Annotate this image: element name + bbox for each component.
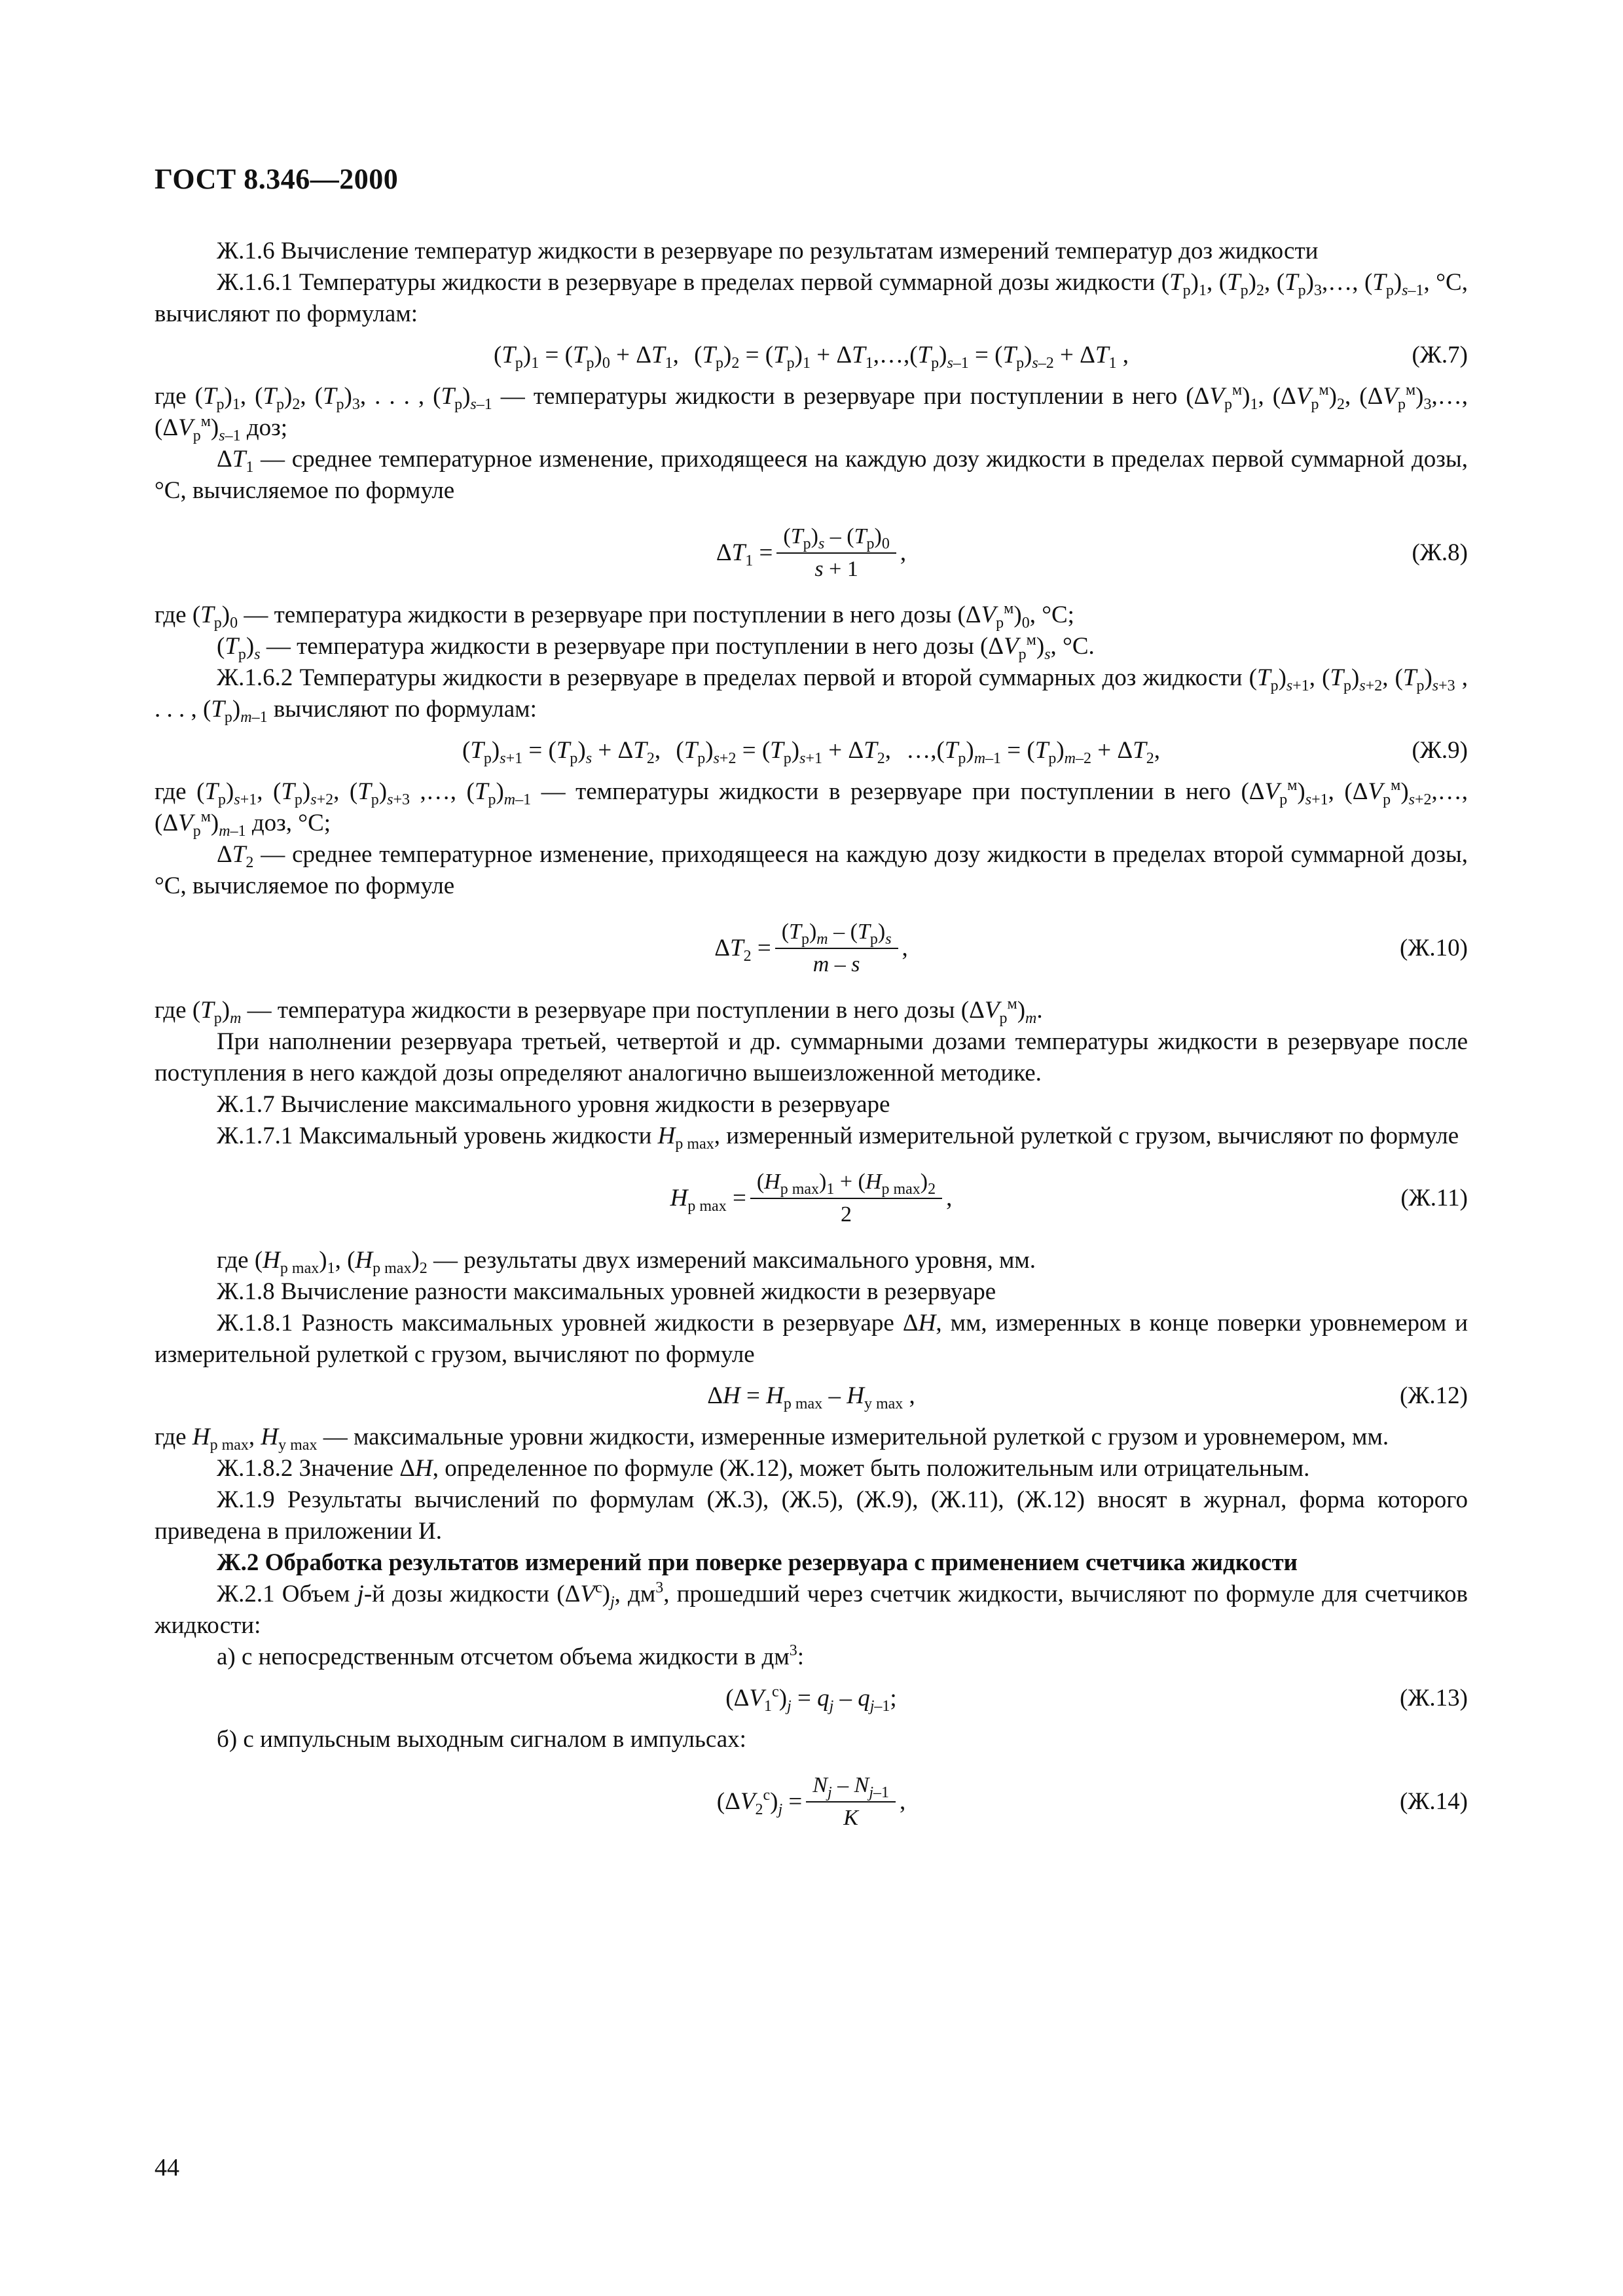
paragraph-where-hpmax: где $(H_{р max})_1$, $(H_{р max})_2$ — результаты двух измерений максимального уровня, мм. bbox=[217, 1247, 1036, 1277]
page-body bbox=[155, 236, 1468, 1848]
equation-zh-9: $(T_р)_{s+1} = (T_р)_s + \Delta T_2$, $(T_р)_{s+2} = (T_р)_{s+1} + \Delta T_2$, $\dots,(T_р)_{m-1} = (T_р)_{m-2} + \Delta T_2$, (Ж.9) bbox=[155, 729, 1468, 772]
paragraph-zh-1-9: Ж.1.9 Результаты вычислений по формулам (Ж.3), (Ж.5), (Ж.9), (Ж.11), (Ж.12) вносят в журнал, форма которого приведена в приложении И. bbox=[155, 1486, 1468, 1545]
paragraph-zh-1-7-1: Ж.1.7.1 Максимальный уровень жидкости $H_{р max}$, измеренный измерительной рулеткой с грузом, вычисляют по формуле bbox=[217, 1122, 1459, 1153]
paragraph-further-doses: При наполнении резервуара третьей, четвертой и др. суммарными дозами температуры жидкости в резервуаре после поступления в него каждой дозы определяют аналогично вышеизложенной методике. bbox=[155, 1028, 1468, 1086]
section-heading-zh-1-6: Ж.1.6 Вычисление температур жидкости в резервуаре по результатам измерений температур доз жидкости bbox=[217, 238, 1319, 264]
paragraph-where-tp0: где $(T_р)_0$ — температура жидкости в резервуаре при поступлении в него дозы $(\Delta V_р^м)_0$, °С; bbox=[155, 600, 1074, 632]
equation-zh-11: $H_{р max}$ = $\frac{(H_{р max})_1 + (H_{р max})_2}{2}$ , (Ж.11) bbox=[670, 1170, 1468, 1227]
paragraph-where-zh-7: где $(T_р)_1$, $(T_р)_2$, $(T_р)_3$, . . . , $(T_р)_{s-1}$ — температуры жидкости в резервуаре при поступлении в него $(\Delta V_р^м)_1$, $(\Delta V_р^м)_2$, $(\Delta V_р^м)_3,\dots,(\Delta V_р^м)_{s-1}$ доз; bbox=[155, 382, 1468, 444]
equation-number: (Ж.14) bbox=[1399, 1788, 1468, 1815]
list-item-b: б) с импульсным выходным сигналом в импульсах: bbox=[217, 1726, 746, 1753]
equation-number: (Ж.9) bbox=[1412, 737, 1468, 764]
section-heading-zh-1-8: Ж.1.8 Вычисление разности максимальных уровней жидкости в резервуаре bbox=[217, 1278, 996, 1305]
equation-number: (Ж.11) bbox=[1400, 1185, 1468, 1211]
paragraph-where-zh-12: где $H_{р max}$, $H_{у max}$ — максимальные уровни жидкости, измеренные измерительной рулеткой с грузом и уровнемером, мм. bbox=[155, 1424, 1389, 1454]
paragraph-tps: $(T_р)_s$ — температура жидкости в резервуаре при поступлении в него дозы $(\Delta V_р^м)_s$, °С. bbox=[217, 632, 1095, 663]
equation-zh-12: $\Delta H = H_{р max} - H_{у max}$ , (Ж.12) bbox=[155, 1374, 1468, 1418]
equation-zh-13: $(\Delta V_1^с)_j = q_j - q_{j-1}$; (Ж.13) bbox=[725, 1683, 1468, 1715]
equation-number: (Ж.10) bbox=[1399, 935, 1468, 961]
section-heading-zh-1-7: Ж.1.7 Вычисление максимального уровня жидкости в резервуаре bbox=[217, 1091, 890, 1118]
document-code-header: ГОСТ 8.346—2000 bbox=[155, 163, 399, 195]
equation-zh-14: $(\Delta V_2^с)_j$ = $\frac{N_j - N_{j-1}}{K}$ , (Ж.14) bbox=[716, 1773, 1468, 1830]
paragraph-delta-t1: $\Delta T_1$ — среднее температурное изменение, приходящееся на каждую дозу жидкости в пределах первой суммарной дозы, °С, вычисляемое по формуле bbox=[155, 446, 1468, 504]
equation-number: (Ж.7) bbox=[1412, 342, 1468, 368]
section-heading-zh-2: Ж.2 Обработка результатов измерений при поверке резервуара с применением счетчика жидкости bbox=[217, 1549, 1298, 1576]
equation-zh-7: $(T_р)_1 = (T_р)_0 + \Delta T_1$, $(T_р)_2 = (T_р)_1$ + $\Delta T_1,\dots,(T_р)_{s-1} = (T_р)_{s-2} + \Delta T_1$ , (Ж.7) bbox=[155, 334, 1468, 377]
paragraph-zh-1-6-2: Ж.1.6.2 Температуры жидкости в резервуаре в пределах первой и второй суммарных доз жидкости $(T_р)_{s+1}$, $(T_р)_{s+2}$, $(T_р)_{s+3}$ , . . . , $(T_р)_{m-1}$ вычисляют по формулам: bbox=[155, 664, 1468, 726]
paragraph-delta-t2: $\Delta T_2$ — среднее температурное изменение, приходящееся на каждую дозу жидкости в пределах второй суммарной дозы, °С, вычисляемое по формуле bbox=[155, 841, 1468, 899]
paragraph-where-tpm: где $(T_р)_m$ — температура жидкости в резервуаре при поступлении в него дозы $(\Delta V_р^м)_m$. bbox=[155, 996, 1043, 1027]
list-item-a: а) с непосредственным отсчетом объема жидкости в $дм^3$: bbox=[217, 1642, 805, 1670]
paragraph-zh-1-6-1: Ж.1.6.1 Температуры жидкости в резервуаре в пределах первой суммарной дозы жидкости $(T_р)_1$, $(T_р)_2$, $(T_р)_3,\dots$, $(T_р)_{s-1}$, °С, вычисляют по формулам: bbox=[155, 269, 1468, 327]
equation-zh-8: $\Delta T_1$ = $\frac{(T_р)_s - (T_р)_0}{s + 1}$ , (Ж.8) bbox=[716, 524, 1468, 581]
paragraph-zh-1-8-1: Ж.1.8.1 Разность максимальных уровней жидкости в резервуаре ΔH, мм, измеренных в конце поверки уровнемером и измерительной рулеткой с грузом, вычисляют по формуле bbox=[155, 1310, 1468, 1368]
equation-number: (Ж.13) bbox=[1399, 1685, 1468, 1712]
paragraph-zh-2-1: Ж.2.1 Объем j-й дозы жидкости $(\Delta V^с)_j$, $дм^3$, прошедший через счетчик жидкости, вычисляют по формуле для счетчиков жидкости: bbox=[155, 1579, 1468, 1639]
paragraph-where-zh-9: где $(T_р)_{s+1}$, $(T_р)_{s+2}$, $(T_р)_{s+3}$ ,…, $(T_р)_{m-1}$ — температуры жидкости в резервуаре при поступлении в него $(\Delta V_р^м)_{s+1}$, $(\Delta V_р^м)_{s+2},\dots,(\Delta V_р^м)_{m-1}$ доз, °С; bbox=[155, 777, 1468, 840]
page-number: 44 bbox=[155, 2154, 179, 2181]
paragraph-zh-1-8-2: Ж.1.8.2 Значение ΔH, определенное по формуле (Ж.12), может быть положительным или отрицательным. bbox=[217, 1455, 1310, 1482]
equation-number: (Ж.8) bbox=[1412, 539, 1468, 566]
equation-number: (Ж.12) bbox=[1399, 1382, 1468, 1409]
equation-zh-10: $\Delta T_2$ = $\frac{(T_р)_m - (T_р)_s}{m - s}$ , (Ж.10) bbox=[714, 920, 1468, 977]
